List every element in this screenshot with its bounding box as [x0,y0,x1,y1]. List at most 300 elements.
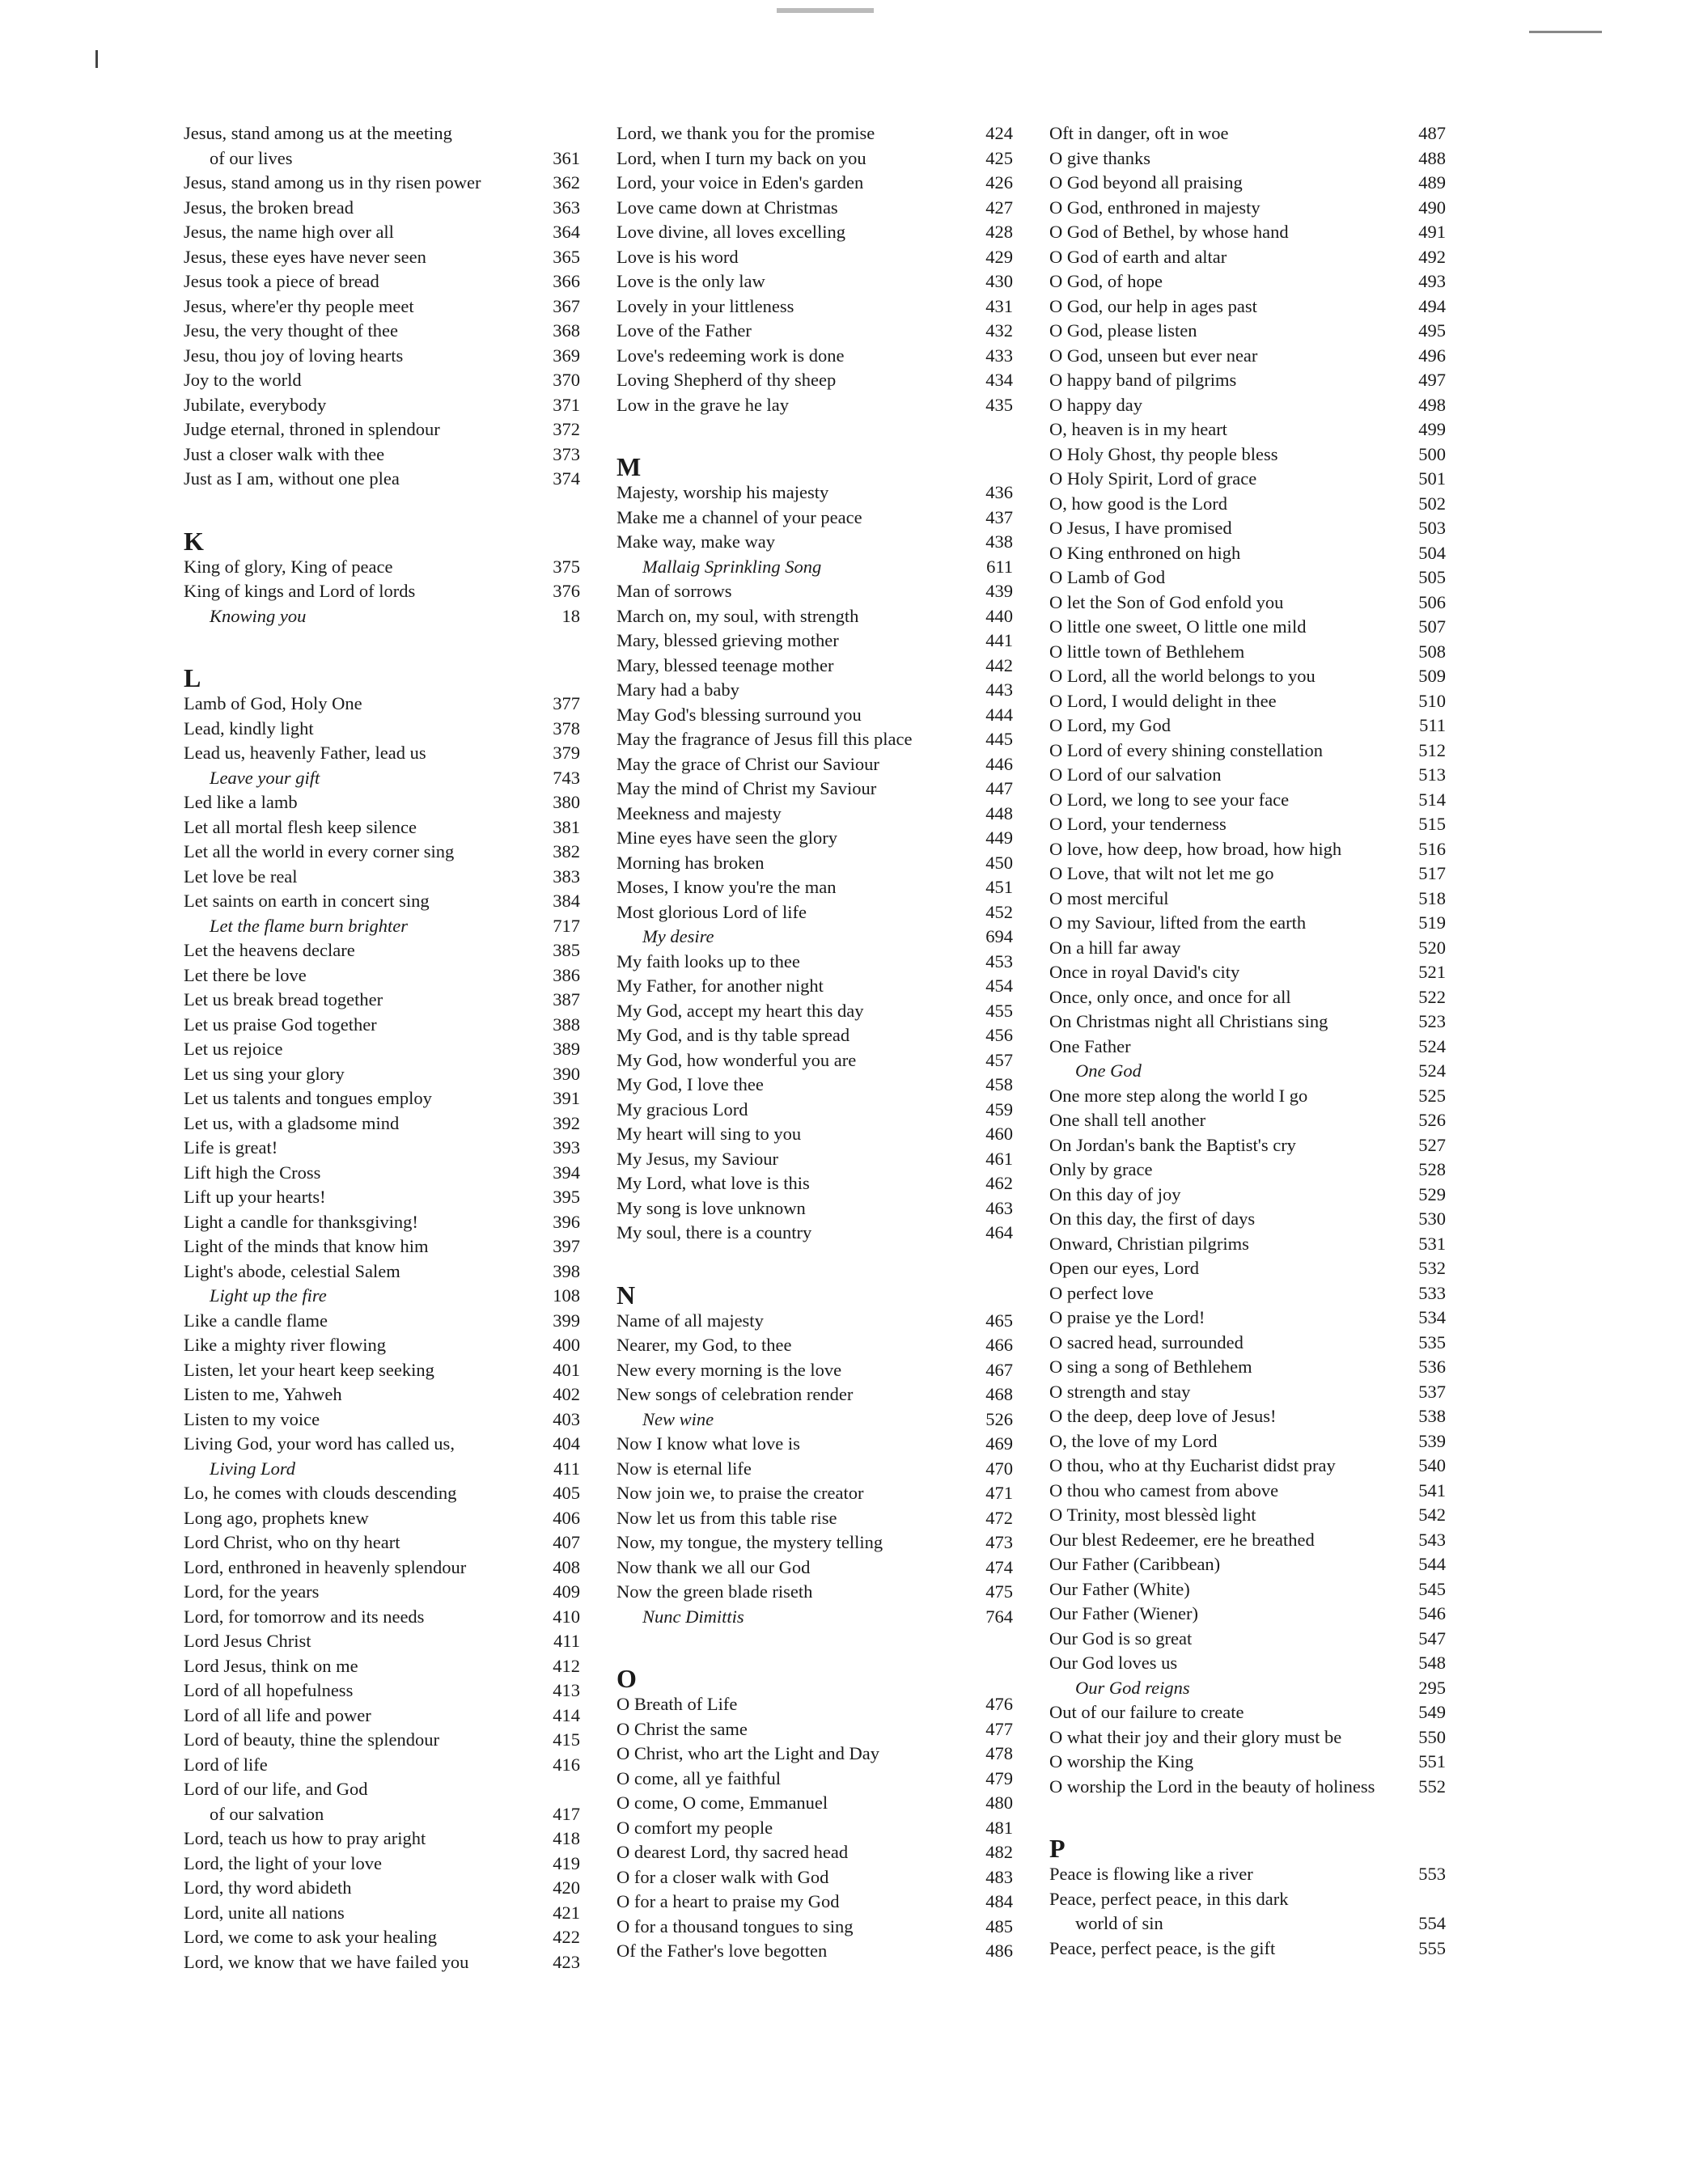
hymn-number: 463 [985,1197,1013,1218]
hymn-entry-row [1049,1479,1446,1504]
hymn-alt-title-row [184,1284,580,1309]
hymn-title: Lovely in your littleness [616,295,794,316]
hymn-alt-title-row [616,1407,1013,1433]
hymn-entry-row [1049,344,1446,369]
hymn-number: 508 [1418,641,1446,662]
hymn-title: Let us praise God together [184,1014,377,1035]
hymn-entry-row [184,1654,580,1679]
hymn-title: O sacred head, surrounded [1049,1331,1244,1352]
hymn-entry-row [184,1234,580,1259]
hymn-number: 498 [1418,394,1446,415]
hymn-title: Nearer, my God, to thee [616,1335,792,1355]
hymn-entry-row [184,717,580,742]
hymn-title: Let the flame burn brighter [210,915,408,936]
hymn-title: Man of sorrows [616,581,732,601]
hymn-title: Lord, for the years [184,1581,320,1602]
hymn-entry-row [1049,739,1446,764]
hymn-entry-row [184,1037,580,1062]
hymn-number: 533 [1418,1282,1446,1303]
hymn-title: O come, all ye faithful [616,1767,782,1788]
hymn-number: 542 [1418,1505,1446,1525]
hymn-title: O come, O come, Emmanuel [616,1792,828,1813]
hymn-number: 490 [1418,197,1446,218]
hymn-entry-row [616,1865,1013,1890]
hymn-number: 552 [1418,1776,1446,1797]
hymn-entry-row [1049,590,1446,616]
hymn-title: Now the green blade riseth [616,1581,813,1602]
hymn-number: 433 [985,345,1013,366]
hymn-title: O God, enthroned in majesty [1049,197,1260,218]
hymn-number: 434 [985,370,1013,390]
hymn-title: Lord, we know that we have failed you [184,1951,469,1972]
hymn-title: Jesus, these eyes have never seen [184,246,426,267]
hymn-number: 462 [985,1173,1013,1193]
hymn-number: 531 [1418,1233,1446,1254]
hymn-entry-row [184,1185,580,1210]
hymn-number: 437 [985,506,1013,527]
hymn-number: 446 [985,753,1013,774]
hymn-entry-row [1049,664,1446,689]
hymn-number: 496 [1418,345,1446,366]
hymn-number: 543 [1418,1529,1446,1550]
hymn-entry-row [184,1161,580,1186]
hymn-title: Loving Shepherd of thy sheep [616,370,837,390]
hymn-title: Like a candle flame [184,1310,328,1331]
hymn-number: 461 [985,1148,1013,1169]
hymn-title: Light of the minds that know him [184,1236,429,1256]
hymn-title: Life is great! [184,1137,278,1158]
hymn-number: 488 [1418,147,1446,168]
hymn-title: Lord, enthroned in heavenly splendour [184,1556,467,1577]
hymn-entry-row [184,840,580,865]
hymn-number: 417 [553,1803,580,1824]
hymn-entry-row [184,1382,580,1407]
hymn-title: Let us talents and tongues employ [184,1088,432,1108]
hymn-title: world of sin [1075,1913,1163,1933]
hymn-number: 399 [553,1310,580,1331]
hymn-number: 460 [985,1124,1013,1144]
hymn-entry-row [1049,1700,1446,1725]
hymn-title: Listen to my voice [184,1408,320,1429]
hymn-title: Now thank we all our God [616,1556,811,1577]
hymn-number: 361 [553,147,580,168]
hymn-entry-row [1049,1331,1446,1356]
hymn-entry-row [1049,1281,1446,1306]
hymn-number: 518 [1418,887,1446,908]
hymn-entry-row [1049,812,1446,837]
hymn-number: 529 [1418,1183,1446,1204]
hymn-title: Jesus, where'er thy people meet [184,295,414,316]
hymn-number: 378 [553,717,580,739]
hymn-number: 365 [553,246,580,267]
scan-mark-left [95,50,98,68]
hymn-number: 457 [985,1049,1013,1070]
hymn-number: 421 [553,1902,580,1923]
hymn-number: 409 [553,1581,580,1602]
hymn-entry-row [1049,1454,1446,1479]
hymn-number: 422 [553,1927,580,1947]
hymn-entry-row [616,1580,1013,1605]
hymn-entry-row [1049,1306,1446,1331]
hymn-number: 481 [985,1817,1013,1838]
hymn-entry-row [184,988,580,1013]
hymn-entry-row [1049,1429,1446,1454]
hymn-number: 694 [985,926,1013,946]
hymn-entry-row [616,146,1013,171]
hymn-entry-row [616,294,1013,320]
hymn-title: Lord, thy word abideth [184,1877,352,1898]
hymn-number: 456 [985,1025,1013,1045]
hymn-title: O Lamb of God [1049,567,1166,587]
hymn-title: On this day of joy [1049,1183,1181,1204]
hymn-entry-row [184,344,580,369]
hymn-title: O worship the King [1049,1751,1194,1771]
hymn-number: 295 [1418,1677,1446,1698]
hymn-entry-row [616,393,1013,418]
hymn-title: Peace, perfect peace, in this dark [1049,1888,1289,1909]
hymn-number: 405 [553,1483,580,1503]
hymn-entry-row [616,1147,1013,1172]
hymn-entry-row [184,1530,580,1555]
hymn-entry-row [616,1840,1013,1865]
hymn-title: O Christ, who art the Light and Day [616,1743,879,1763]
hymn-title: My Father, for another night [616,976,824,996]
section-letter-heading: K [184,526,204,556]
section-gap [184,492,580,510]
hymn-number: 455 [985,1000,1013,1021]
hymn-number: 491 [1418,222,1446,242]
section-letter-heading: P [1049,1834,1066,1863]
hymn-number: 374 [553,468,580,489]
hymn-title: Mary, blessed teenage mother [616,654,834,675]
hymn-number: 371 [553,394,580,415]
hymn-entry-row [1049,1009,1446,1035]
hymn-number: 415 [553,1729,580,1750]
hymn-entry-row [616,344,1013,369]
hymn-entry-row [184,1753,580,1778]
hymn-number: 538 [1418,1406,1446,1426]
hymn-title: Lo, he comes with clouds descending [184,1483,457,1503]
hymn-entry-row [1049,788,1446,813]
hymn-entry-row [184,1678,580,1704]
hymn-number: 368 [553,320,580,341]
hymn-title: O Trinity, most blessèd light [1049,1505,1256,1525]
hymn-number: 369 [553,345,580,366]
hymn-title: Jesus, stand among us in thy risen power [184,172,481,193]
hymn-number: 440 [985,605,1013,626]
hymn-entry-row [184,1777,580,1802]
hymn-title: Lord, the light of your love [184,1852,382,1873]
hymn-title: Lord of our life, and God [184,1779,368,1799]
hymn-number: 395 [553,1187,580,1207]
hymn-number: 397 [553,1236,580,1256]
hymn-number: 551 [1418,1751,1446,1771]
hymn-title: O worship the Lord in the beauty of holiness [1049,1776,1375,1797]
hymn-entry-row [1049,1552,1446,1577]
hymn-entry-row [184,865,580,890]
hymn-number: 484 [985,1891,1013,1911]
hymn-entry-row [616,999,1013,1024]
hymn-number: 429 [985,246,1013,267]
hymn-title: Mine eyes have seen the glory [616,827,838,848]
hymn-number: 375 [553,556,580,577]
hymn-number: 362 [553,172,580,193]
hymn-title: O God, our help in ages past [1049,295,1257,316]
hymn-number: 432 [985,320,1013,341]
hymn-title: On this day, the first of days [1049,1208,1256,1229]
hymn-number: 510 [1418,690,1446,711]
hymn-entry-row [616,1555,1013,1581]
hymn-title: O happy band of pilgrims [1049,370,1237,390]
hymn-title: Peace, perfect peace, is the gift [1049,1937,1276,1958]
hymn-number: 414 [553,1704,580,1725]
hymn-number: 495 [1418,320,1446,341]
section-gap [616,1246,1013,1263]
hymn-entry-row [616,851,1013,876]
hymn-title: Lord of life [184,1754,268,1775]
hymn-entry-row [184,467,580,492]
hymn-entry-row [1049,1380,1446,1405]
hymn-title: Light a candle for thanksgiving! [184,1211,418,1232]
hymn-entry-row [616,1358,1013,1383]
hymn-number: 468 [985,1384,1013,1404]
hymn-number: 500 [1418,443,1446,464]
hymn-number: 501 [1418,468,1446,489]
hymn-title: O God, unseen but ever near [1049,345,1258,366]
hymn-entry-row [1049,196,1446,221]
hymn-number: 444 [985,704,1013,725]
hymn-number: 507 [1418,616,1446,637]
hymn-entry-row [1049,1355,1446,1380]
hymn-title: Now let us from this table rise [616,1507,837,1528]
hymn-title: Living God, your word has called us, [184,1433,455,1454]
hymn-number: 408 [553,1556,580,1577]
hymn-number: 528 [1418,1159,1446,1179]
hymn-entry-row [616,506,1013,531]
hymn-title: O God of Bethel, by whose hand [1049,222,1289,242]
hymn-number: 366 [553,271,580,291]
hymn-number: 386 [553,964,580,985]
hymn-title: Love of the Father [616,320,752,341]
hymn-number: 458 [985,1074,1013,1094]
hymn-number: 427 [985,197,1013,218]
hymn-entry-row [616,220,1013,245]
hymn-entry-row [184,442,580,468]
hymn-entry-row [1049,1108,1446,1133]
hymn-title: Let love be real [184,866,298,887]
hymn-title: O Holy Spirit, Lord of grace [1049,468,1257,489]
hymn-title: My God, accept my heart this day [616,1000,864,1021]
hymn-number: 431 [985,295,1013,316]
hymn-entry-row [616,802,1013,827]
hymn-number: 389 [553,1039,580,1059]
hymn-number: 493 [1418,271,1446,291]
hymn-title: Our God reigns [1075,1677,1190,1698]
hymn-number: 717 [553,915,580,936]
hymn-number: 514 [1418,789,1446,810]
hymn-number: 548 [1418,1653,1446,1673]
hymn-entry-row [616,1382,1013,1407]
hymn-entry-row [616,1506,1013,1531]
hymn-title: O Jesus, I have promised [1049,518,1232,538]
hymn-title: Leave your gift [210,767,320,788]
section-gap [1049,1799,1446,1817]
hymn-title: Like a mighty river flowing [184,1335,386,1355]
hymn-title: of our salvation [210,1803,324,1824]
hymn-entry-row [1049,171,1446,196]
hymn-number: 489 [1418,172,1446,193]
hymn-title: Mary had a baby [616,679,739,700]
hymn-number: 540 [1418,1455,1446,1475]
hymn-title: May God's blessing surround you [616,704,862,725]
hymn-entry-row [1049,1133,1446,1158]
hymn-alt-title-row [616,1605,1013,1630]
hymn-title: Of the Father's love begotten [616,1941,828,1961]
hymn-title: O comfort my people [616,1817,773,1838]
hymn-number: 396 [553,1211,580,1232]
hymn-number: 411 [553,1631,580,1651]
hymn-entry-row [184,245,580,270]
hymn-title: O, how good is the Lord [1049,493,1227,514]
hymn-entry-row [184,1728,580,1753]
hymn-number: 381 [553,816,580,837]
hymn-title: My desire [642,926,714,946]
hymn-title: Most glorious Lord of life [616,901,807,922]
section-letter-heading: N [616,1280,636,1310]
hymn-title: On a hill far away [1049,937,1181,958]
hymn-title: Majesty, worship his majesty [616,482,829,502]
hymn-number: 506 [1418,591,1446,612]
hymn-entry-row [1049,1084,1446,1109]
hymn-entry-row [184,417,580,442]
hymn-title: One Father [1049,1035,1131,1056]
hymn-title: Lord, unite all nations [184,1902,345,1923]
hymn-entry-row [184,1259,580,1285]
hymn-title: Jesus took a piece of bread [184,271,379,291]
hymn-number: 519 [1418,912,1446,933]
hymn-entry-row [184,555,580,580]
hymn-title: Mary, blessed grieving mother [616,630,839,650]
hymn-entry-row [184,790,580,815]
hymn-entry-row [184,1506,580,1531]
hymn-title: O God, of hope [1049,271,1163,291]
hymn-number: 470 [985,1458,1013,1479]
hymn-entry-row [184,692,580,717]
hymn-entry-row [184,741,580,766]
hymn-entry-row [1049,1750,1446,1775]
hymn-entry-row [1049,911,1446,936]
hymn-title: Jesu, thou joy of loving hearts [184,345,404,366]
hymn-title: Love came down at Christmas [616,197,838,218]
hymn-title: O sing a song of Bethlehem [1049,1357,1252,1377]
hymn-number: 544 [1418,1554,1446,1574]
hymn-number: 413 [553,1680,580,1700]
hymn-number: 18 [561,605,580,626]
hymn-entry-row [1049,294,1446,320]
hymn-title: Once, only once, and once for all [1049,986,1291,1007]
hymn-entry-row [616,1122,1013,1147]
hymn-number: 471 [985,1483,1013,1503]
hymn-number: 416 [553,1754,580,1775]
hymn-title: Let all the world in every corner sing [184,841,455,861]
hymn-entry-row [616,121,1013,146]
hymn-title: Our Father (Wiener) [1049,1603,1199,1623]
hymn-entry-row [1049,146,1446,171]
hymn-number: 464 [985,1222,1013,1242]
hymn-entry-row [1049,615,1446,640]
hymn-entry-row [616,826,1013,851]
hymn-number: 502 [1418,493,1446,514]
index-column-2 [616,121,1013,1964]
hymn-entry-row [1049,417,1446,442]
hymn-number: 527 [1418,1134,1446,1155]
hymn-number: 388 [553,1014,580,1035]
hymn-number: 450 [985,852,1013,873]
hymn-number: 483 [985,1866,1013,1887]
hymn-title: Meekness and majesty [616,802,782,823]
hymn-title: O strength and stay [1049,1381,1191,1402]
hymn-entry-row [616,1023,1013,1048]
hymn-title: Let there be love [184,964,307,985]
hymn-title: My soul, there is a country [616,1222,812,1242]
hymn-entry-row [1049,640,1446,665]
hymn-title: Listen, let your heart keep seeking [184,1359,434,1380]
hymn-title: Our Father (Caribbean) [1049,1554,1221,1574]
hymn-entry-row [1049,467,1446,492]
hymn-number: 400 [553,1335,580,1355]
hymn-title: Love is the only law [616,271,765,291]
hymn-title: Lord, when I turn my back on you [616,147,866,168]
hymn-number: 410 [553,1606,580,1627]
hymn-title: O the deep, deep love of Jesus! [1049,1406,1277,1426]
hymn-title: O what their joy and their glory must be [1049,1726,1342,1747]
hymn-number: 380 [553,792,580,812]
hymn-title: O God, please listen [1049,320,1197,341]
hymn-title: Lord, we thank you for the promise [616,123,875,143]
hymn-entry-row [1049,269,1446,294]
hymn-title: My faith looks up to thee [616,950,800,971]
hymn-title: King of kings and Lord of lords [184,581,416,601]
hymn-title: On Jordan's bank the Baptist's cry [1049,1134,1296,1155]
hymn-number: 424 [985,123,1013,143]
hymn-title: Listen to me, Yahweh [184,1384,342,1404]
hymn-number: 398 [553,1260,580,1281]
hymn-title: My Jesus, my Saviour [616,1148,779,1169]
hymn-title: O thou, who at thy Eucharist didst pray [1049,1455,1336,1475]
hymn-number: 530 [1418,1208,1446,1229]
hymn-number: 555 [1418,1937,1446,1958]
hymn-alt-title-row [1049,1059,1446,1084]
hymn-entry-row [184,1086,580,1111]
hymn-title: Peace is flowing like a river [1049,1864,1253,1884]
hymn-number: 373 [553,443,580,464]
hymn-entry-row [184,1481,580,1506]
hymn-title: O Lord of our salvation [1049,764,1222,785]
hymn-entry-row [616,1309,1013,1334]
hymn-entry-row [616,1457,1013,1482]
hymn-title: Oft in danger, oft in woe [1049,123,1229,143]
hymn-entry-row [1049,713,1446,739]
hymn-entry-row [184,1950,580,1975]
hymn-entry-row [184,1062,580,1087]
hymn-entry-row [616,777,1013,802]
hymn-entry-row [616,654,1013,679]
hymn-number: 407 [553,1532,580,1552]
hymn-title: Onward, Christian pilgrims [1049,1233,1249,1254]
hymn-entry-row [184,1925,580,1950]
hymn-entry-row [184,1210,580,1235]
hymn-number: 439 [985,581,1013,601]
